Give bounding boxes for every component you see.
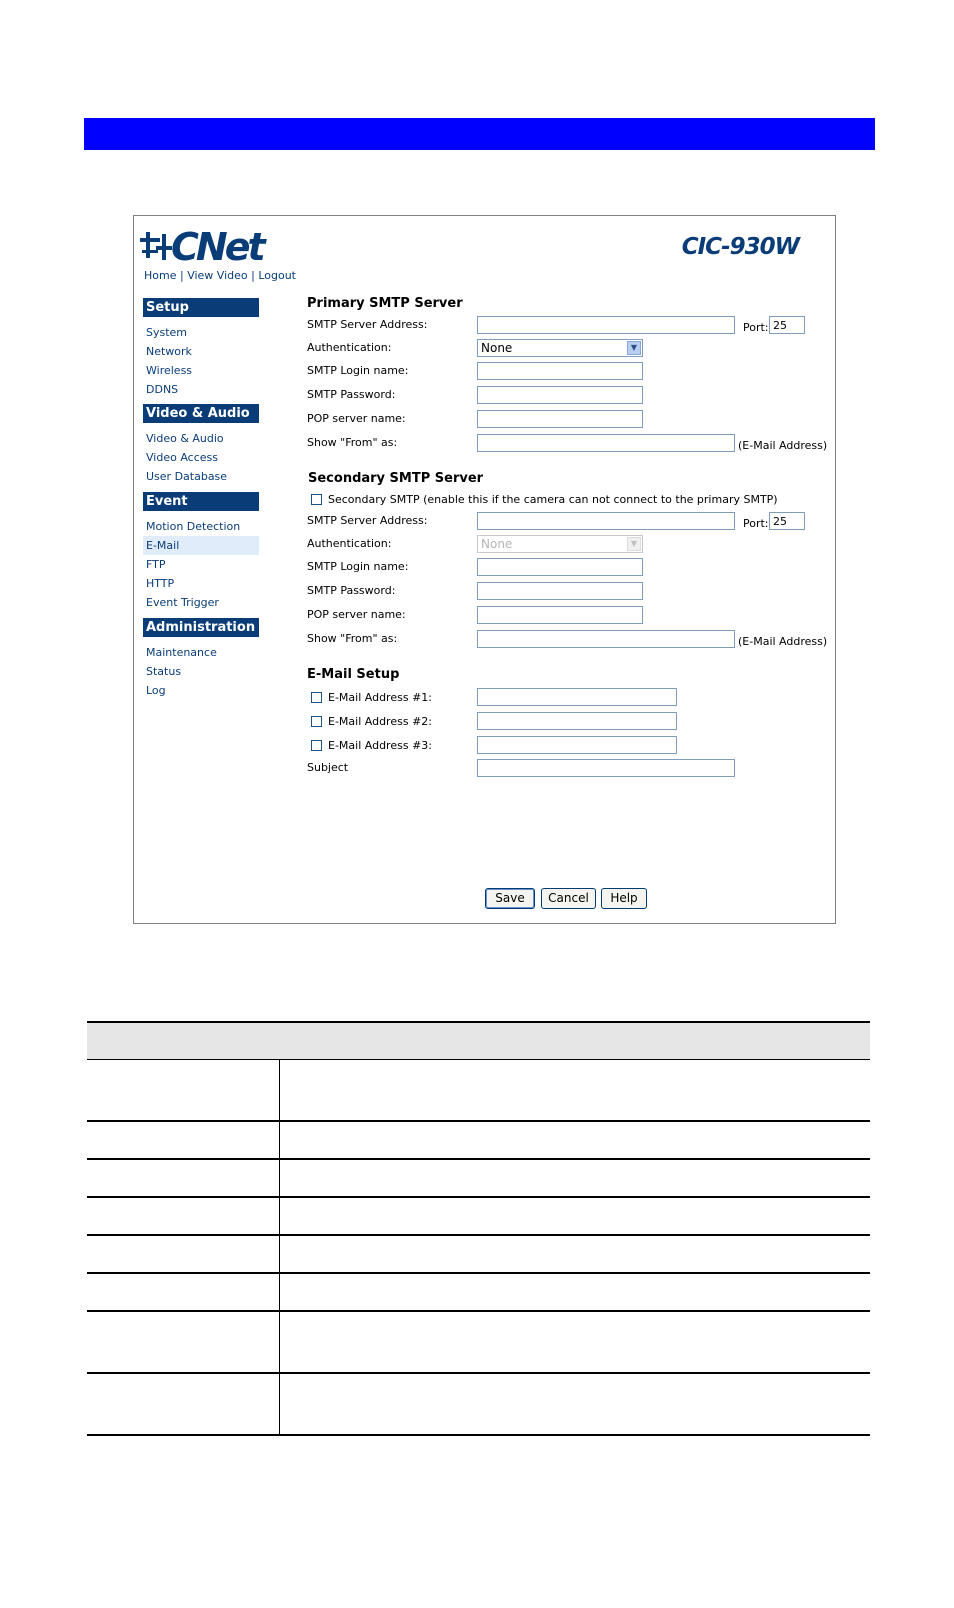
sidebar-item-wireless[interactable]: Wireless (146, 364, 193, 377)
top-nav: Home | View Video | Logout (144, 269, 296, 282)
secondary-server-label: SMTP Server Address: (307, 514, 428, 527)
sidebar-item-motion-detection[interactable]: Motion Detection (146, 520, 241, 533)
secondary-auth-label: Authentication: (307, 537, 392, 550)
secondary-from-suffix: (E-Mail Address) (738, 635, 828, 648)
table-row (87, 1373, 870, 1435)
primary-server-input[interactable] (477, 316, 735, 334)
nav-section-setup: Setup (143, 298, 259, 317)
sidebar-item-ftp[interactable]: FTP (146, 558, 166, 571)
primary-pop-label: POP server name: (307, 412, 406, 425)
subject-label: Subject (307, 761, 349, 774)
email-setup-title: E-Mail Setup (307, 667, 400, 682)
primary-smtp-title: Primary SMTP Server (307, 296, 463, 311)
secondary-port-input[interactable] (769, 512, 805, 530)
cancel-button[interactable]: Cancel (541, 888, 596, 909)
sidebar-nav (143, 298, 259, 700)
secondary-login-label: SMTP Login name: (307, 560, 409, 573)
sidebar-item-status[interactable]: Status (146, 665, 182, 678)
table-row (87, 1159, 870, 1197)
primary-login-input[interactable] (477, 362, 643, 380)
primary-password-label: SMTP Password: (307, 388, 396, 401)
secondary-port-label: Port: (743, 517, 769, 530)
chevron-down-icon: ▼ (627, 341, 641, 355)
secondary-enable-checkbox[interactable] (311, 494, 322, 505)
secondary-pop-label: POP server name: (307, 608, 406, 621)
secondary-password-label: SMTP Password: (307, 584, 396, 597)
primary-login-label: SMTP Login name: (307, 364, 409, 377)
secondary-from-label: Show "From" as: (307, 632, 398, 645)
primary-auth-label: Authentication: (307, 341, 392, 354)
camera-email-settings-screenshot (133, 215, 836, 924)
email-settings-form (307, 216, 835, 923)
email-address-1-input[interactable] (477, 688, 677, 706)
model-name: CIC-930W (681, 234, 799, 260)
sidebar-item-log[interactable]: Log (146, 684, 166, 697)
secondary-pop-input[interactable] (477, 606, 643, 624)
primary-server-label: SMTP Server Address: (307, 318, 428, 331)
nav-section-administration: Administration (143, 618, 259, 637)
email-address-3-input[interactable] (477, 736, 677, 754)
sidebar-item-system[interactable]: System (146, 326, 188, 339)
nav-section-video-audio: Video & Audio (143, 404, 259, 423)
primary-pop-input[interactable] (477, 410, 643, 428)
sidebar-item-user-database[interactable]: User Database (146, 470, 228, 483)
primary-auth-value: None (481, 341, 513, 355)
secondary-smtp-title: Secondary SMTP Server (308, 471, 484, 486)
sidebar-item-http[interactable]: HTTP (146, 577, 175, 590)
table-row (87, 1311, 870, 1373)
sidebar-item-maintenance[interactable]: Maintenance (146, 646, 217, 659)
primary-port-input[interactable] (769, 316, 805, 334)
logout-link[interactable]: Logout (258, 269, 296, 282)
secondary-login-input[interactable] (477, 558, 643, 576)
table-row (87, 1121, 870, 1159)
secondary-from-input[interactable] (477, 630, 735, 648)
field-description-table (87, 1021, 870, 1436)
save-button[interactable]: Save (485, 888, 535, 909)
table-row (87, 1273, 870, 1311)
table-row (87, 1060, 870, 1122)
section-header-bar (84, 118, 875, 150)
chevron-down-icon: ▼ (627, 537, 641, 551)
primary-from-input[interactable] (477, 434, 735, 452)
secondary-enable-label: Secondary SMTP (enable this if the camera can not connect to the primary SMTP) (328, 493, 778, 506)
secondary-password-input[interactable] (477, 582, 643, 600)
sidebar-item-ddns[interactable]: DDNS (146, 383, 179, 396)
subject-input[interactable] (477, 759, 735, 777)
email-address-2-checkbox[interactable] (311, 716, 322, 727)
home-link[interactable]: Home (144, 269, 177, 282)
sidebar-item-event-trigger[interactable]: Event Trigger (146, 596, 219, 609)
primary-port-label: Port: (743, 321, 769, 334)
email-address-2-input[interactable] (477, 712, 677, 730)
sidebar-item-email[interactable]: E-Mail (143, 536, 259, 555)
cnet-logo-icon (140, 224, 280, 270)
primary-password-input[interactable] (477, 386, 643, 404)
secondary-auth-value: None (481, 537, 513, 551)
help-button[interactable]: Help (601, 888, 647, 909)
table-row (87, 1235, 870, 1273)
table-row (87, 1197, 870, 1235)
sidebar-item-video-access[interactable]: Video Access (146, 451, 218, 464)
primary-auth-select[interactable] (477, 339, 643, 357)
table-header-row (87, 1022, 870, 1060)
secondary-server-input[interactable] (477, 512, 735, 530)
sidebar-item-video-audio[interactable]: Video & Audio (146, 432, 224, 445)
email-address-1-checkbox[interactable] (311, 692, 322, 703)
sidebar-item-network[interactable]: Network (146, 345, 192, 358)
email-address-3-checkbox[interactable] (311, 740, 322, 751)
email-address-2-label: E-Mail Address #2: (328, 715, 432, 728)
email-address-3-label: E-Mail Address #3: (328, 739, 432, 752)
email-address-1-label: E-Mail Address #1: (328, 691, 432, 704)
secondary-auth-select[interactable] (477, 535, 643, 553)
nav-section-event: Event (143, 492, 259, 511)
view-video-link[interactable]: View Video (187, 269, 248, 282)
primary-from-label: Show "From" as: (307, 436, 398, 449)
svg-text:CNet: CNet (171, 225, 263, 269)
primary-from-suffix: (E-Mail Address) (738, 439, 828, 452)
